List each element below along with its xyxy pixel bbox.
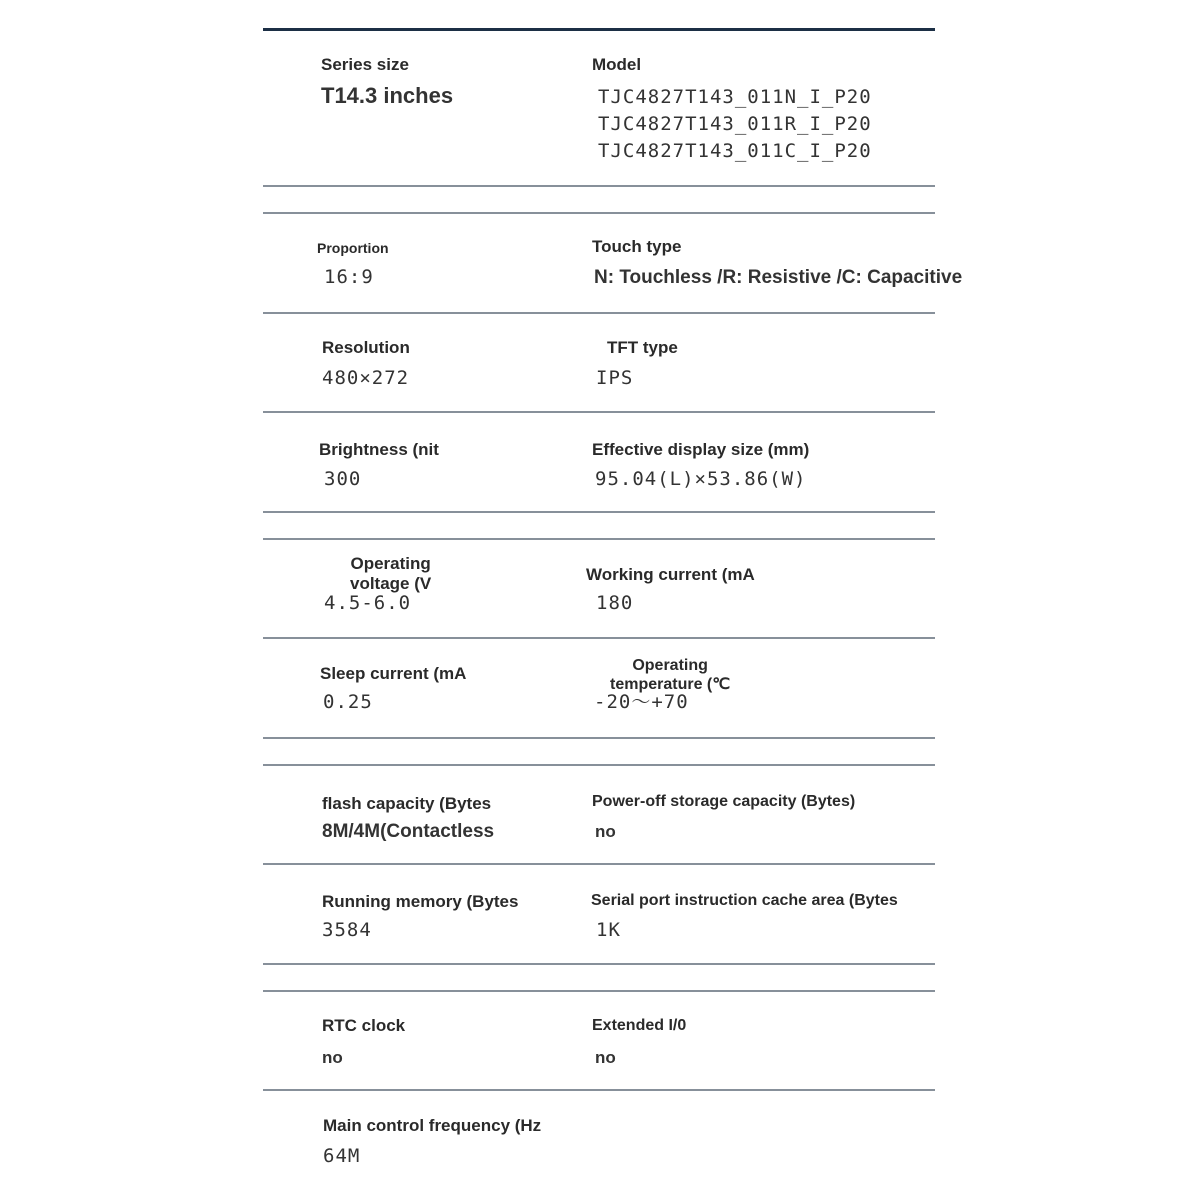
divider [263, 212, 935, 214]
touch-type-label: Touch type [592, 237, 682, 256]
resolution-label: Resolution [322, 338, 410, 357]
model-list [598, 84, 872, 165]
divider [263, 312, 935, 314]
divider [263, 637, 935, 639]
sleep-current-label: Sleep current (mA [320, 664, 467, 683]
divider [263, 1089, 935, 1091]
divider [263, 185, 935, 187]
main-control-frequency-label: Main control frequency (Hz [323, 1116, 542, 1135]
main-control-frequency-value: 64M [323, 1145, 361, 1167]
proportion-label: Proportion [317, 240, 389, 256]
effective-display-size-value: 95.04(L)×53.86(W) [595, 468, 807, 490]
power-off-storage-label: Power-off storage capacity (Bytes) [592, 793, 856, 810]
effective-display-size-label: Effective display size (mm) [592, 440, 810, 459]
operating-voltage-value: 4.5-6.0 [324, 592, 412, 614]
operating-temperature-value: -20～+70 [594, 691, 689, 713]
touch-type-value: N: Touchless /R: Resistive /C: Capacitive [594, 267, 963, 288]
operating-voltage-label-line2: voltage (V [350, 574, 432, 593]
divider [263, 511, 935, 513]
rtc-clock-label: RTC clock [322, 1016, 406, 1035]
operating-voltage-label [350, 554, 431, 594]
top-divider [263, 28, 935, 31]
sleep-current-value: 0.25 [323, 691, 373, 713]
flash-capacity-label: flash capacity (Bytes [322, 794, 492, 813]
power-off-storage-value: no [595, 822, 616, 841]
resolution-value: 480×272 [322, 367, 410, 389]
operating-temperature-label [610, 656, 730, 694]
serial-cache-value: 1K [596, 919, 621, 941]
divider [263, 411, 935, 413]
extended-io-value: no [595, 1048, 616, 1067]
operating-temperature-label-line1: Operating [632, 657, 708, 674]
divider [263, 538, 935, 540]
running-memory-value: 3584 [322, 919, 372, 941]
brightness-value: 300 [324, 468, 362, 490]
model-value: TJC4827T143_011R_I_P20 [598, 113, 872, 135]
tft-type-value: IPS [596, 367, 634, 389]
rtc-clock-value: no [322, 1048, 343, 1067]
model-label: Model [592, 55, 642, 74]
extended-io-label: Extended I/0 [592, 1017, 687, 1034]
working-current-label: Working current (mA [586, 565, 755, 584]
divider [263, 963, 935, 965]
proportion-value: 16:9 [324, 266, 374, 288]
operating-temperature-label-line2: temperature (℃ [610, 676, 731, 693]
divider [263, 737, 935, 739]
brightness-label: Brightness (nit [319, 440, 439, 459]
series-size-label: Series size [321, 55, 409, 74]
divider [263, 990, 935, 992]
flash-capacity-value: 8M/4M(Contactless [322, 821, 495, 842]
working-current-value: 180 [596, 592, 634, 614]
running-memory-label: Running memory (Bytes [322, 892, 519, 911]
tft-type-label: TFT type [607, 338, 678, 357]
model-value: TJC4827T143_011C_I_P20 [598, 140, 872, 162]
divider [263, 863, 935, 865]
serial-cache-label: Serial port instruction cache area (Bytes [591, 892, 898, 909]
series-size-value: T14.3 inches [321, 83, 454, 108]
operating-voltage-label-line1: Operating [350, 554, 431, 573]
model-value: TJC4827T143_011N_I_P20 [598, 86, 872, 108]
divider [263, 764, 935, 766]
